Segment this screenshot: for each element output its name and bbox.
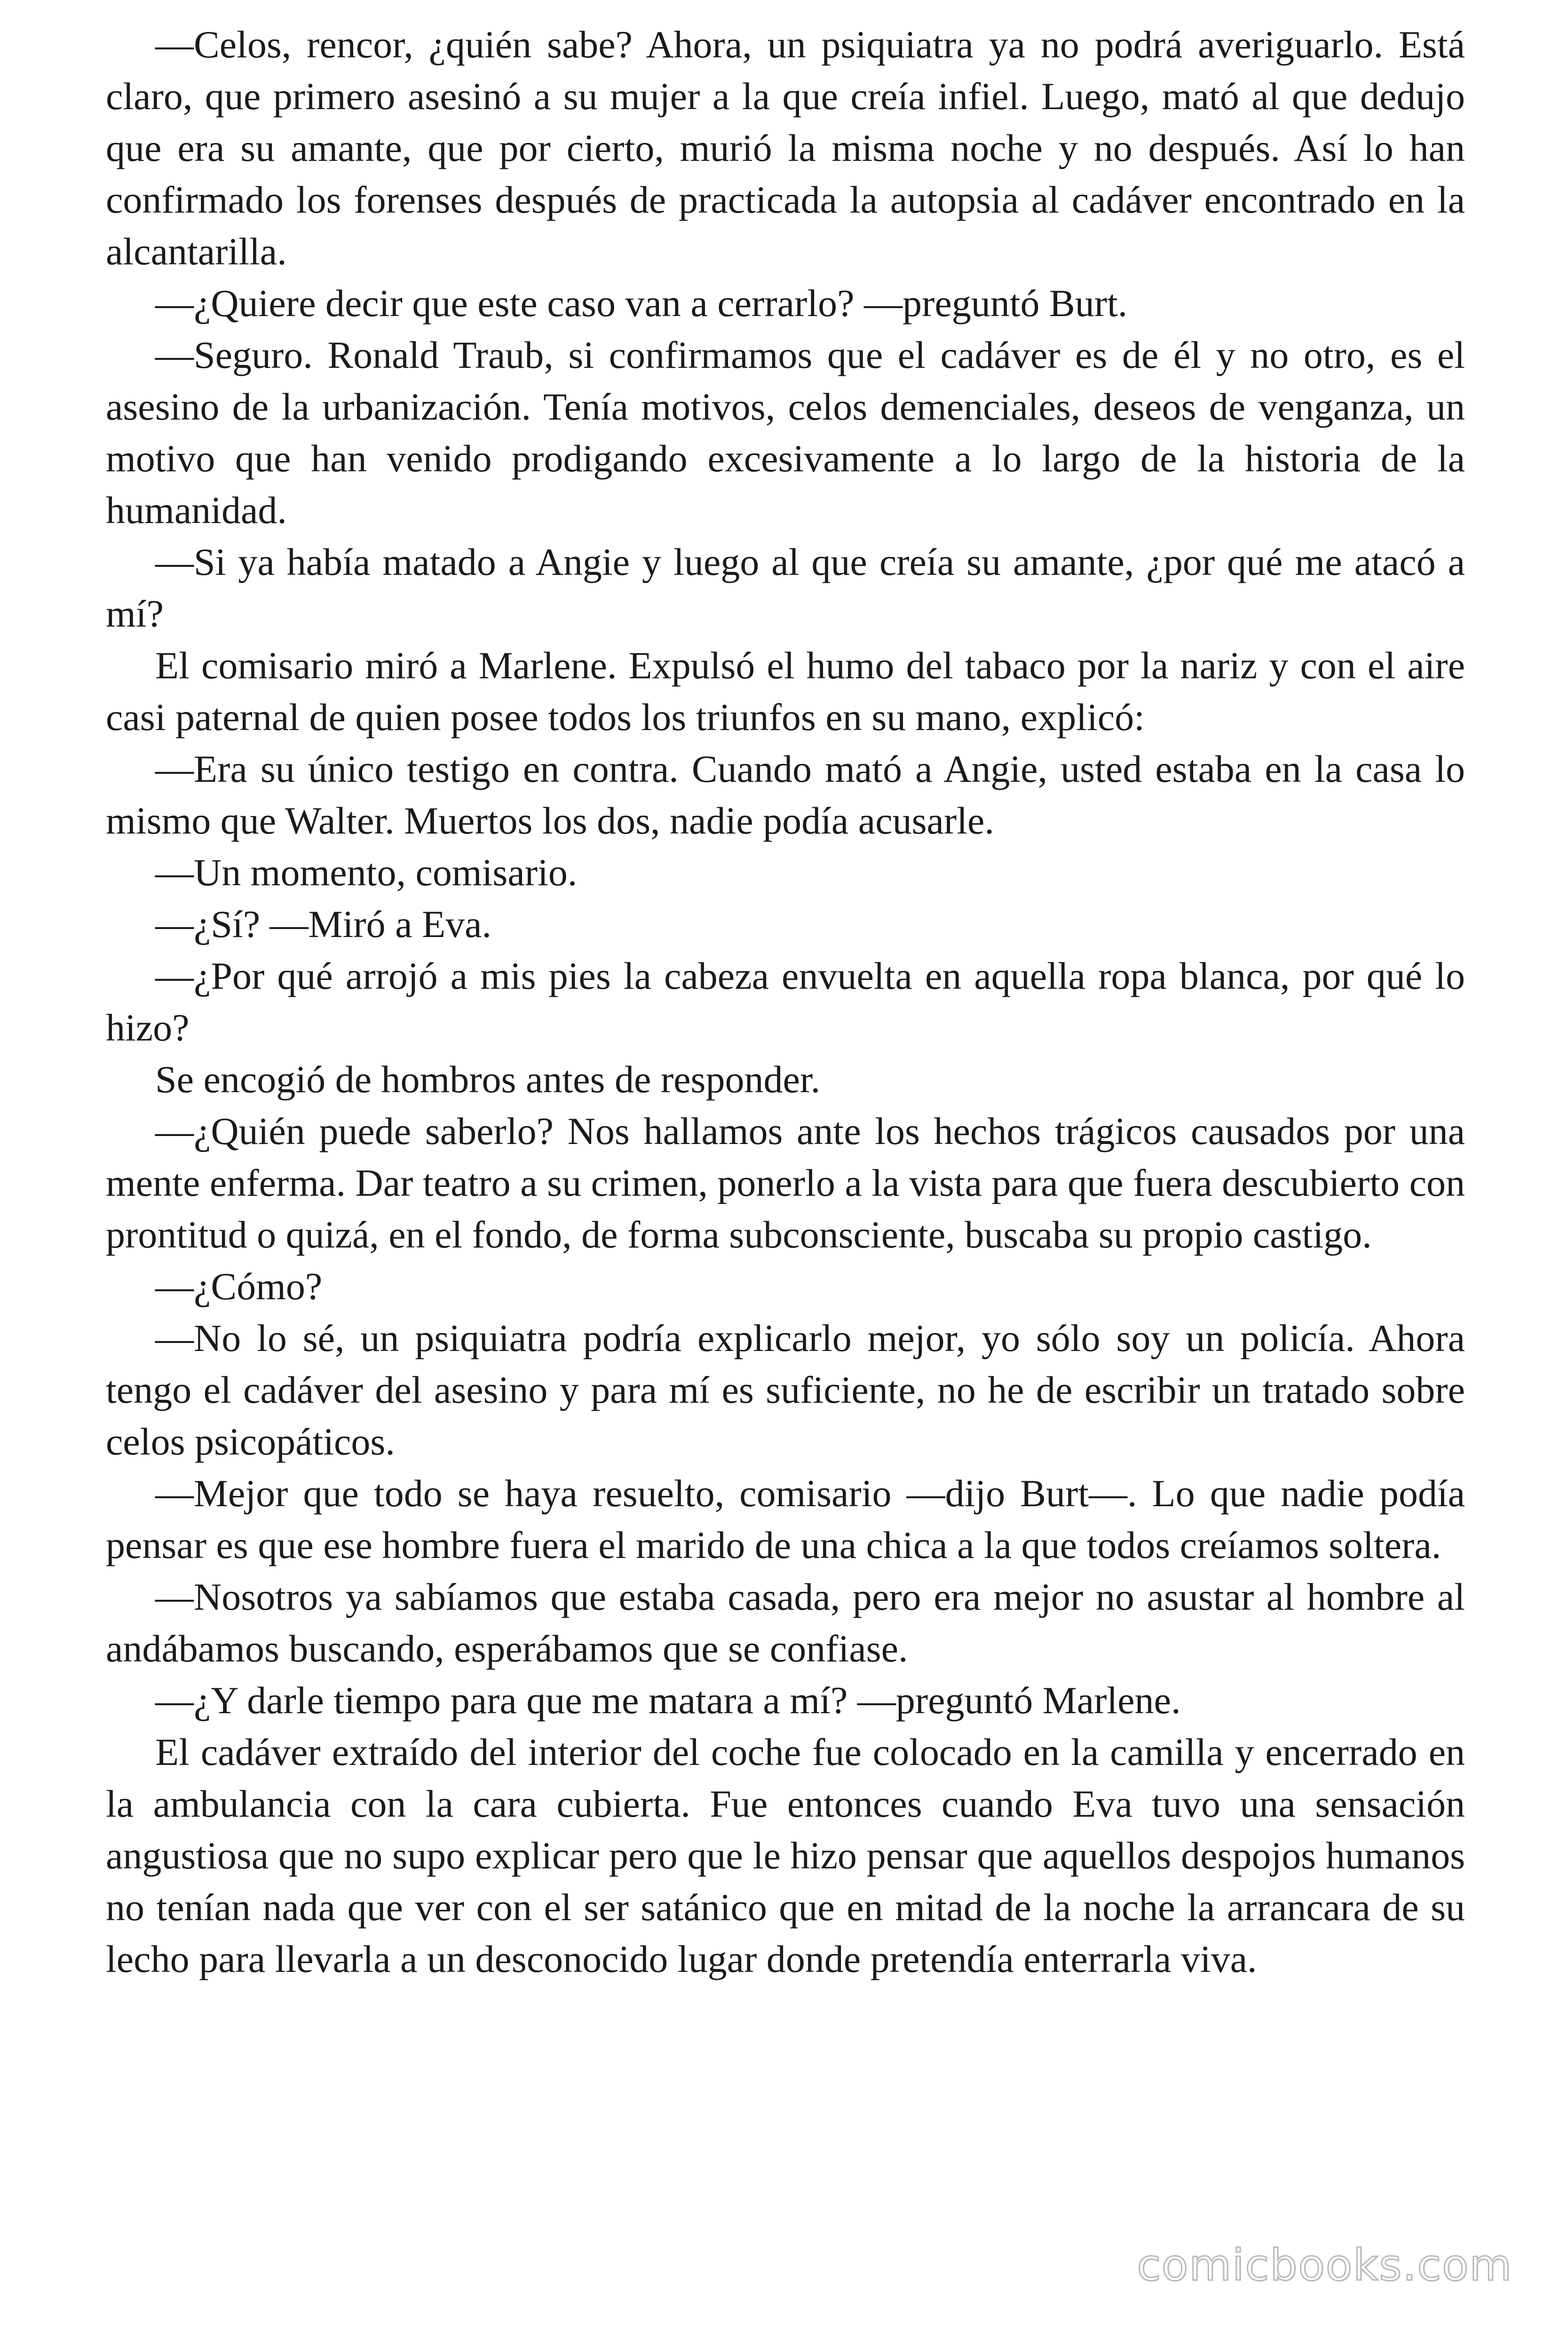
- paragraph: —¿Quiere decir que este caso van a cerrarlo? —preguntó Burt.: [155, 282, 1128, 325]
- paragraph: El cadáver extraído del interior del coche fue colocado en la camilla y encerrado en la ambulancia con la cara cubierta. Fue entonces cuando Eva tuvo una sensación angustiosa que no supo explicar pero que le hizo pensar que aquellos despojos humanos no tenían nada que ver con el ser satánico que en mitad de la noche la arrancara de su lecho para llevarla a un desconocido lugar donde pretendía enterrarla viva.: [106, 1731, 1465, 1980]
- document-body: [106, 19, 1465, 1985]
- paragraph: —¿Sí? —Miró a Eva.: [155, 903, 492, 946]
- paragraph: Se encogió de hombros antes de responder.: [155, 1058, 821, 1101]
- watermark: comicbooks.com: [1137, 2240, 1513, 2290]
- paragraph: —Un momento, comisario.: [155, 851, 578, 894]
- paragraph: —¿Por qué arrojó a mis pies la cabeza envuelta en aquella ropa blanca, por qué lo hizo?: [106, 954, 1465, 1049]
- paragraph: —Seguro. Ronald Traub, si confirmamos que el cadáver es de él y no otro, es el asesino de la urbanización. Tenía motivos, celos demenciales, deseos de venganza, un motivo que han venido prodigando excesivamente a lo largo de la historia de la humanidad.: [106, 334, 1465, 532]
- paragraph: —¿Cómo?: [155, 1265, 323, 1308]
- paragraph: —Celos, rencor, ¿quién sabe? Ahora, un psiquiatra ya no podrá averiguarlo. Está claro, que primero asesinó a su mujer a la que creía infiel. Luego, mató al que dedujo que era su amante, que por cierto, murió la misma noche y no después. Así lo han confirmado los forenses después de practicada la autopsia al cadáver encontrado en la alcantarilla.: [106, 23, 1465, 273]
- paragraph: —Si ya había matado a Angie y luego al que creía su amante, ¿por qué me atacó a mí?: [106, 540, 1465, 635]
- paragraph: —No lo sé, un psiquiatra podría explicarlo mejor, yo sólo soy un policía. Ahora tengo el cadáver del asesino y para mí es suficiente, no he de escribir un tratado sobre celos psicopáticos.: [106, 1317, 1465, 1463]
- paragraph: —¿Quién puede saberlo? Nos hallamos ante los hechos trágicos causados por una mente enferma. Dar teatro a su crimen, ponerlo a la vista para que fuera descubierto con prontitud o quizá, en el fondo, de forma subconsciente, buscaba su propio castigo.: [106, 1110, 1465, 1256]
- paragraph: —Era su único testigo en contra. Cuando mató a Angie, usted estaba en la casa lo mismo que Walter. Muertos los dos, nadie podía acusarle.: [106, 747, 1465, 842]
- paragraph: —Mejor que todo se haya resuelto, comisario —dijo Burt—. Lo que nadie podía pensar es que ese hombre fuera el marido de una chica a la que todos creíamos soltera.: [106, 1472, 1465, 1566]
- paragraph: —¿Y darle tiempo para que me matara a mí? —preguntó Marlene.: [155, 1679, 1181, 1722]
- paragraph: —Nosotros ya sabíamos que estaba casada, pero era mejor no asustar al hombre al andábamos buscando, esperábamos que se confiase.: [106, 1575, 1465, 1670]
- paragraph: El comisario miró a Marlene. Expulsó el humo del tabaco por la nariz y con el aire casi paternal de quien posee todos los triunfos en su mano, explicó:: [106, 644, 1465, 739]
